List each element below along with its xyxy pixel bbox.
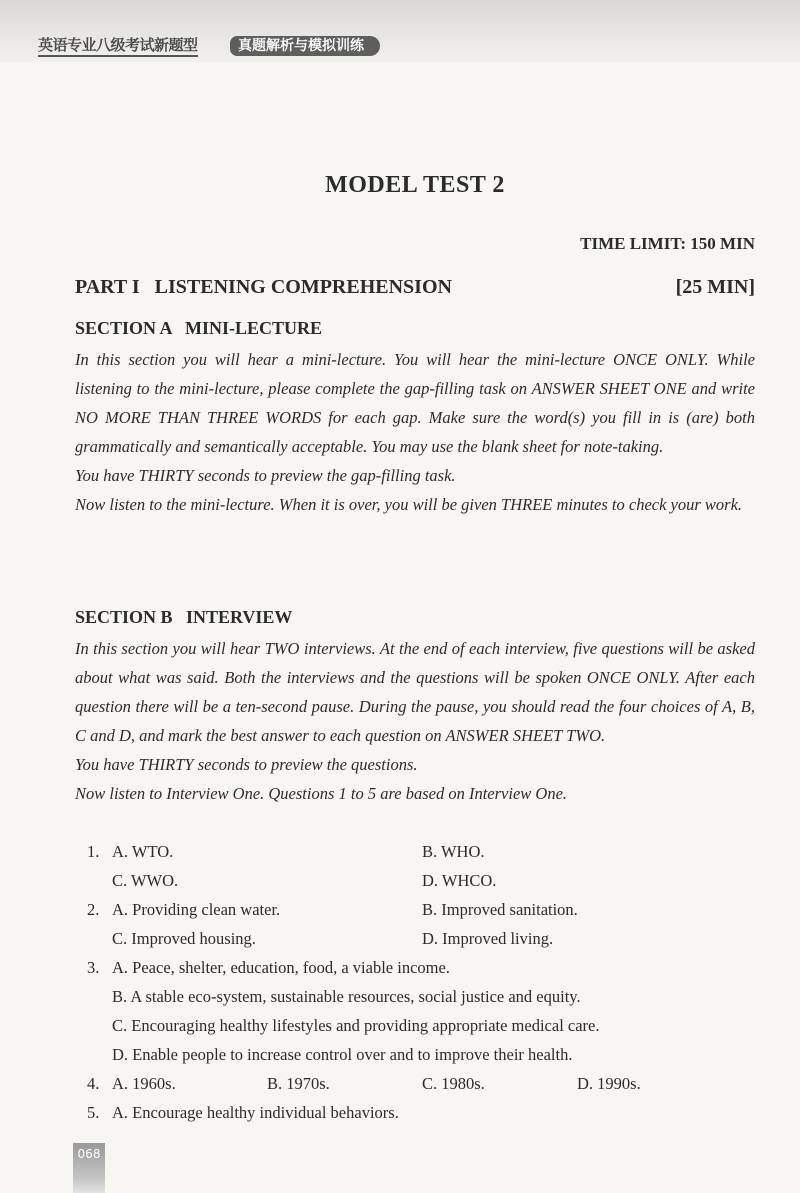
option-a: A. Providing clean water. (112, 900, 281, 919)
option-c: C. Improved housing. (112, 929, 256, 948)
header-book-title: 英语专业八级考试新题型 (38, 36, 198, 57)
question-number: 1. (87, 842, 100, 861)
option-b: B. A stable eco-system, sustainable resources, social justice and equity. (112, 987, 581, 1006)
part-title: PART I LISTENING COMPREHENSION (75, 276, 452, 298)
option-d: D. 1990s. (577, 1074, 641, 1093)
question-number: 2. (87, 900, 100, 919)
option-d: D. Improved living. (422, 929, 554, 948)
part-time: [25 MIN] (675, 276, 755, 298)
option-a: A. Encourage healthy individual behaviors. (112, 1103, 399, 1122)
section-a-para1: In this section you will hear a mini-lecture. You will hear the mini-lecture ONCE ONLY. While listening to the mini-lecture, please complete the gap-filling task on ANSWER SHEET ONE and write NO MORE THAN THREE WORDS for each gap. Make sure the word(s) you fill in is (are) both grammatically and semantically acceptable. You may use the blank sheet for note-taking. (75, 350, 755, 456)
page-number-tab (73, 1143, 105, 1193)
option-a: A. 1960s. (112, 1074, 176, 1093)
option-d: D. WHCO. (422, 871, 497, 890)
section-a-para3: Now listen to the mini-lecture. When it is over, you will be given THREE minutes to check your work. (75, 495, 743, 514)
option-b: B. Improved sanitation. (422, 900, 578, 919)
section-a-heading: SECTION A MINI-LECTURE (75, 318, 323, 338)
header-subtitle-badge: 真题解析与模拟训练 (230, 36, 380, 56)
option-c: C. 1980s. (422, 1074, 485, 1093)
option-b: B. WHO. (422, 842, 485, 861)
question-number: 4. (87, 1074, 100, 1093)
question-number: 3. (87, 958, 100, 977)
option-c: C. Encouraging healthy lifestyles and providing appropriate medical care. (112, 1016, 600, 1035)
section-b-instructions (75, 634, 755, 808)
question-number: 5. (87, 1103, 100, 1122)
option-a: A. Peace, shelter, education, food, a viable income. (112, 958, 450, 977)
section-b-para2: You have THIRTY seconds to preview the questions. (75, 755, 418, 774)
time-limit: TIME LIMIT: 150 MIN (580, 234, 755, 253)
option-b: B. 1970s. (267, 1074, 330, 1093)
section-b-heading: SECTION B INTERVIEW (75, 607, 293, 627)
section-b-para3: Now listen to Interview One. Questions 1 to 5 are based on Interview One. (75, 784, 568, 803)
section-a-instructions (75, 345, 755, 519)
section-b-para1: In this section you will hear TWO interviews. At the end of each interview, five questions will be asked about what was said. Both the interviews and the questions will be spoken ONCE ONLY. After each question there will be a ten-second pause. During the pause, you should read the four choices of A, B, C and D, and mark the best answer to each question on ANSWER SHEET TWO. (75, 639, 755, 745)
option-d: D. Enable people to increase control over and to improve their health. (112, 1045, 573, 1064)
page-number: 068 (77, 1147, 101, 1161)
section-a-para2: You have THIRTY seconds to preview the gap-filling task. (75, 466, 456, 485)
option-a: A. WTO. (112, 842, 174, 861)
option-c: C. WWO. (112, 871, 179, 890)
page-title: MODEL TEST 2 (325, 172, 505, 198)
